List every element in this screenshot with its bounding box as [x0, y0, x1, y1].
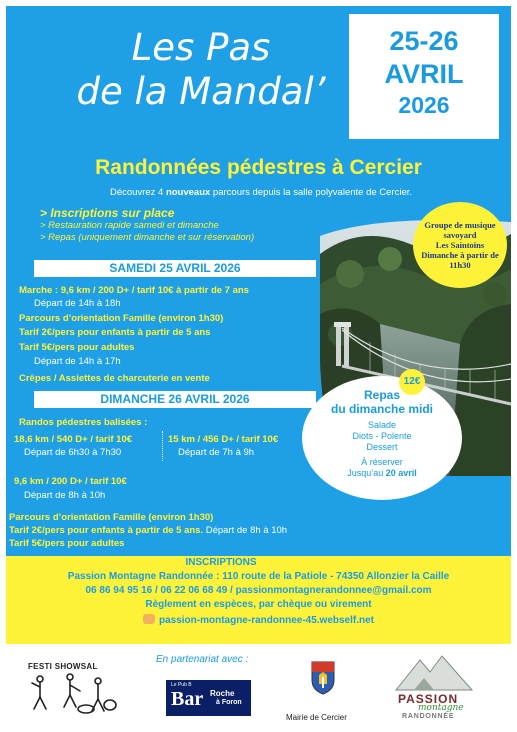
inscriptions-payment: Règlement en espèces, par chèque ou virement [145, 599, 372, 610]
sat-family-kids: Tarif 2€/pers pour enfants à partir de 5 ans [19, 327, 211, 338]
sun-rando-2: 15 km / 456 D+ / tarif 10€ [168, 434, 279, 445]
festi-showsal-logo: FESTI SHOWSAL [28, 662, 118, 726]
date-year: 2026 [398, 92, 450, 118]
sat-walk-start: Départ de 14h à 18h [34, 298, 121, 309]
inscriptions-address: Passion Montagne Randonnée : 110 route de la Patiole - 74350 Allonzier la Caille [67, 571, 450, 582]
date-month: AVRIL [384, 59, 464, 89]
sat-walk: Marche : 9,6 km / 200 D+ / tarif 10€ à partir de 7 ans [19, 285, 249, 296]
website-link[interactable]: passion-montagne-randonnee-45.webself.net [158, 615, 375, 626]
event-title: Les Pas de la Mandal’ [76, 26, 326, 113]
partner-label: En partenariat avec : [156, 654, 249, 665]
date-box [349, 14, 499, 139]
inscriptions-contact: 06 86 94 95 16 / 06 22 06 68 49 / passionmontagnerandonnee@gmail.com [85, 585, 432, 596]
partners-section [6, 644, 511, 726]
mairie-label: Mairie de Cercier [286, 713, 347, 722]
musicians-icon [28, 671, 118, 719]
sunday-banner: DIMANCHE 26 AVRIL 2026 [34, 391, 316, 408]
divider-line [162, 431, 163, 461]
intro-text: Découvrez 4 nouveaux parcours depuis la salle polyvalente de Cercier. [109, 187, 413, 198]
sat-food: Crêpes / Assiettes de charcuterie en vente [19, 373, 210, 384]
sun-family-adults: Tarif 5€/pers pour adultes [9, 538, 125, 549]
hand-pointer-icon [143, 614, 155, 624]
bar-logo: Le Pub B Bar Roche à Foron [166, 680, 251, 716]
sun-rando-2-start: Départ de 7h à 9h [178, 447, 255, 458]
bullet-inscriptions: > Inscriptions sur place [40, 206, 175, 220]
saturday-banner: SAMEDI 25 AVRIL 2026 [34, 260, 316, 277]
sun-rando-3: 9,6 km / 200 D+ / tarif 10€ [14, 476, 127, 487]
sun-rando-1: 18,6 km / 540 D+ / tarif 10€ [14, 434, 133, 445]
sun-rando-1-start: Départ de 6h30 à 7h30 [24, 447, 122, 458]
info-bullets [40, 206, 254, 244]
event-poster [6, 6, 511, 726]
sat-family-title: Parcours d’orientation Famille (environ 1h30) [19, 313, 224, 324]
subtitle: Randonnées pédestres à Cercier [95, 156, 422, 179]
sat-family-adults: Tarif 5€/pers pour adultes [19, 342, 135, 353]
date-days: 25-26 [389, 26, 459, 56]
bullet-repas: > Repas (uniquement dimanche et sur réservation) [40, 232, 255, 243]
repas-price-badge: 12€ [399, 369, 425, 395]
music-group-note: Groupe de musique savoyard Les Saintoins Dimanche à partir de 11h30 [413, 202, 507, 288]
mountains-icon [394, 652, 474, 692]
sun-family-kids-line: Tarif 2€/pers pour enfants à partir de 5 ans. Départ de 8h à 10h [9, 525, 288, 536]
repas-bubble: Repas du dimanche midi Salade Diots - Polente Dessert À réserver Jusqu’au 20 avril [302, 376, 462, 500]
inscriptions-title: INSCRIPTIONS [185, 557, 257, 568]
sun-randos-title: Randos pédestres balisées : [19, 417, 148, 428]
bullet-restauration: > Restauration rapide samedi et dimanche [40, 220, 219, 231]
passion-montagne-logo: PASSION montagne RANDONNÉE [394, 652, 474, 724]
cercier-coat-of-arms-icon [310, 660, 336, 696]
sun-rando-3-start: Départ de 8h à 10h [24, 490, 106, 501]
inscriptions-website-row [6, 614, 511, 626]
sun-family-title: Parcours d’orientation Famille (environ 1h30) [9, 512, 214, 523]
sat-family-start: Départ de 14h à 17h [34, 356, 121, 367]
